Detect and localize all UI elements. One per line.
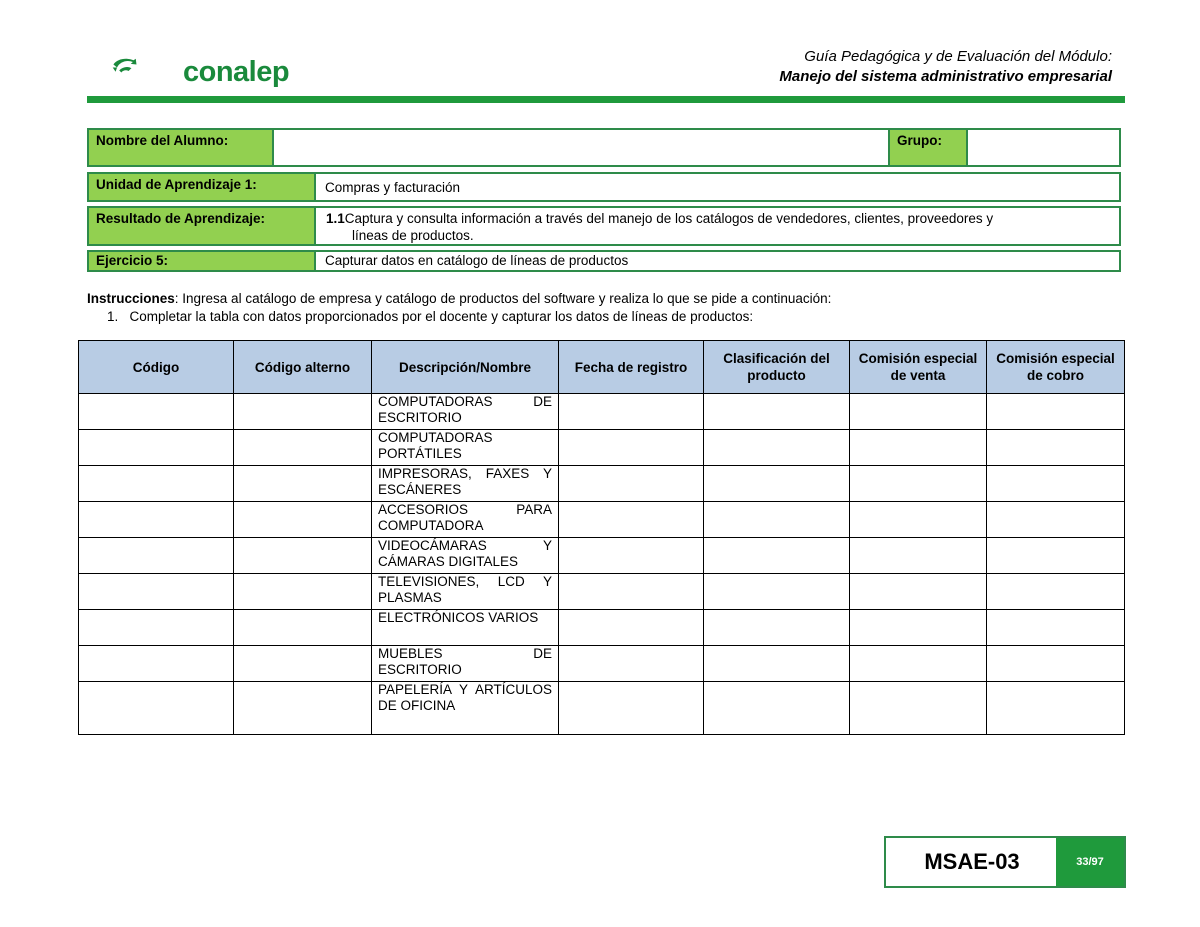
input-cell[interactable] [234, 682, 372, 735]
divider [314, 208, 316, 244]
input-cell[interactable] [850, 574, 987, 610]
description-cell: PAPELERÍA Y ARTÍCULOS DE OFICINA [372, 682, 559, 735]
conalep-logo-icon [112, 44, 184, 88]
input-cell[interactable] [79, 466, 234, 502]
description-cell: ACCESORIOS PARA COMPUTADORA [372, 502, 559, 538]
input-cell[interactable] [850, 430, 987, 466]
input-cell[interactable] [79, 682, 234, 735]
input-cell[interactable] [234, 574, 372, 610]
input-cell[interactable] [79, 430, 234, 466]
student-name-field[interactable] [274, 130, 886, 165]
input-cell[interactable] [704, 394, 850, 430]
input-cell[interactable] [559, 538, 704, 574]
result-label: Resultado de Aprendizaje: [89, 208, 314, 244]
result-number: 1.1 [326, 211, 345, 226]
input-cell[interactable] [704, 502, 850, 538]
input-cell[interactable] [987, 394, 1125, 430]
input-cell[interactable] [559, 682, 704, 735]
col-header-clasificacion: Clasificación del producto [704, 341, 850, 394]
description-cell: IMPRESORAS, FAXES Y ESCÁNERES [372, 466, 559, 502]
item-number: 1. [107, 309, 119, 324]
input-cell[interactable] [850, 466, 987, 502]
input-cell[interactable] [79, 574, 234, 610]
input-cell[interactable] [559, 430, 704, 466]
input-cell[interactable] [704, 430, 850, 466]
document-code-box [884, 836, 1126, 888]
table-row [79, 682, 1125, 735]
description-cell: TELEVISIONES, LCD Y PLASMAS [372, 574, 559, 610]
input-cell[interactable] [987, 574, 1125, 610]
input-cell[interactable] [234, 502, 372, 538]
input-cell[interactable] [850, 682, 987, 735]
input-cell[interactable] [79, 646, 234, 682]
description-cell: MUEBLES DE ESCRITORIO [372, 646, 559, 682]
input-cell[interactable] [559, 646, 704, 682]
input-cell[interactable] [559, 394, 704, 430]
input-cell[interactable] [234, 466, 372, 502]
input-cell[interactable] [987, 430, 1125, 466]
input-cell[interactable] [79, 610, 234, 646]
input-cell[interactable] [987, 646, 1125, 682]
input-cell[interactable] [987, 466, 1125, 502]
input-cell[interactable] [704, 646, 850, 682]
guide-title: Guía Pedagógica y de Evaluación del Módulo: [804, 48, 1112, 65]
group-field[interactable] [968, 130, 1119, 165]
result-text: Captura y consulta información a través del manejo de los catálogos de vendedores, clientes, proveedores y [344, 211, 994, 226]
instructions-item [87, 308, 831, 326]
input-cell[interactable] [987, 610, 1125, 646]
table-header-row [79, 341, 1125, 394]
input-cell[interactable] [234, 538, 372, 574]
input-cell[interactable] [559, 574, 704, 610]
unit-label: Unidad de Aprendizaje 1: [89, 174, 314, 200]
product-lines-table [78, 340, 1125, 735]
student-label: Nombre del Alumno: [89, 130, 272, 165]
table-row [79, 574, 1125, 610]
description-cell: COMPUTADORAS DE ESCRITORIO [372, 394, 559, 430]
divider [314, 174, 316, 200]
header-title-block [779, 47, 1112, 87]
unit-value: Compras y facturación [325, 180, 461, 195]
exercise-row [87, 250, 1121, 272]
unit-row [87, 172, 1121, 202]
table-row [79, 430, 1125, 466]
col-header-codigo: Código [79, 341, 234, 394]
input-cell[interactable] [234, 430, 372, 466]
exercise-value: Capturar datos en catálogo de líneas de productos [325, 253, 629, 268]
input-cell[interactable] [987, 502, 1125, 538]
description-cell: VIDEOCÁMARAS Y CÁMARAS DIGITALES [372, 538, 559, 574]
input-cell[interactable] [79, 502, 234, 538]
page-number: 33/97 [1056, 838, 1124, 886]
result-value [322, 208, 1112, 244]
student-row [87, 128, 1121, 167]
input-cell[interactable] [850, 610, 987, 646]
document-code: MSAE-03 [886, 838, 1060, 886]
input-cell[interactable] [704, 682, 850, 735]
exercise-label: Ejercicio 5: [89, 252, 314, 270]
input-cell[interactable] [987, 682, 1125, 735]
input-cell[interactable] [79, 538, 234, 574]
input-cell[interactable] [850, 394, 987, 430]
instructions [87, 290, 831, 326]
input-cell[interactable] [234, 646, 372, 682]
col-header-comision-venta: Comisión especial de venta [850, 341, 987, 394]
result-text-cont: líneas de productos. [352, 228, 474, 243]
instructions-text: : Ingresa al catálogo de empresa y catálogo de productos del software y realiza lo que se pide a continuación: [174, 291, 832, 306]
col-header-comision-cobro: Comisión especial de cobro [987, 341, 1125, 394]
divider [314, 252, 316, 270]
input-cell[interactable] [850, 646, 987, 682]
table-row [79, 610, 1125, 646]
description-cell: COMPUTADORAS PORTÁTILES [372, 430, 559, 466]
input-cell[interactable] [234, 394, 372, 430]
group-label: Grupo: [890, 130, 966, 165]
table-row [79, 394, 1125, 430]
input-cell[interactable] [79, 394, 234, 430]
result-row [87, 206, 1121, 246]
input-cell[interactable] [234, 610, 372, 646]
item-text: Completar la tabla con datos proporcionados por el docente y capturar los datos de líneas de productos: [129, 309, 754, 324]
input-cell[interactable] [704, 466, 850, 502]
module-name: Manejo del sistema administrativo empresarial [779, 68, 1112, 85]
table-row [79, 646, 1125, 682]
table-row [79, 502, 1125, 538]
input-cell[interactable] [704, 574, 850, 610]
input-cell[interactable] [704, 538, 850, 574]
input-cell[interactable] [987, 538, 1125, 574]
input-cell[interactable] [559, 610, 704, 646]
input-cell[interactable] [850, 538, 987, 574]
col-header-descripcion: Descripción/Nombre [372, 341, 559, 394]
input-cell[interactable] [559, 466, 704, 502]
input-cell[interactable] [559, 502, 704, 538]
logo-text: conalep [183, 56, 290, 88]
instructions-label: Instrucciones [87, 291, 175, 306]
table-row [79, 538, 1125, 574]
header-divider [87, 96, 1125, 103]
input-cell[interactable] [850, 502, 987, 538]
table-row [79, 466, 1125, 502]
col-header-codigo-alterno: Código alterno [234, 341, 372, 394]
description-cell: ELECTRÓNICOS VARIOS [372, 610, 559, 646]
col-header-fecha: Fecha de registro [559, 341, 704, 394]
input-cell[interactable] [704, 610, 850, 646]
instructions-line [87, 290, 831, 308]
